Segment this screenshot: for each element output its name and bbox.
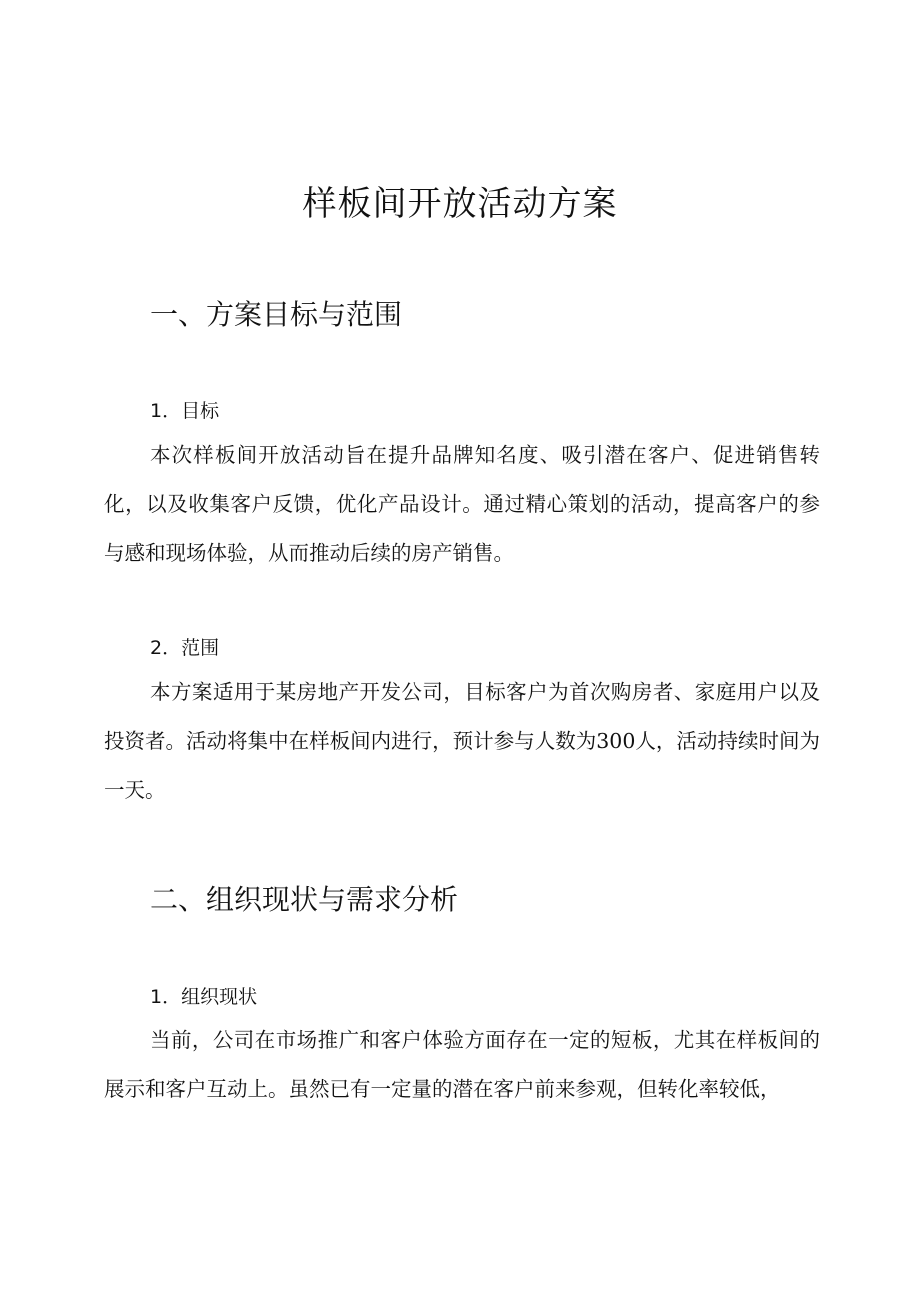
subsection-heading: 1．目标 <box>150 400 220 422</box>
paragraph: 本次样板间开放活动旨在提升品牌知名度、吸引潜在客户、促进销售转化，以及收集客户反馈，优化产品设计。通过精心策划的活动，提高客户的参与感和现场体验，从而推动后续的房产销售。 <box>104 443 820 565</box>
document-title: 样板间开放活动方案 <box>302 184 618 224</box>
section-heading: 一、方案目标与范围 <box>150 298 403 331</box>
section-heading: 二、组织现状与需求分析 <box>150 883 459 916</box>
paragraph: 当前，公司在市场推广和客户体验方面存在一定的短板，尤其在样板间的展示和客户互动上。虽然已有一定量的潜在客户前来参观，但转化率较低， <box>104 1028 820 1101</box>
subsection-heading: 2．范围 <box>150 637 220 659</box>
subsection-heading: 1．组织现状 <box>150 986 258 1008</box>
paragraph: 本方案适用于某房地产开发公司，目标客户为首次购房者、家庭用户以及投资者。活动将集中在样板间内进行，预计参与人数为300人，活动持续时间为一天。 <box>104 680 820 802</box>
